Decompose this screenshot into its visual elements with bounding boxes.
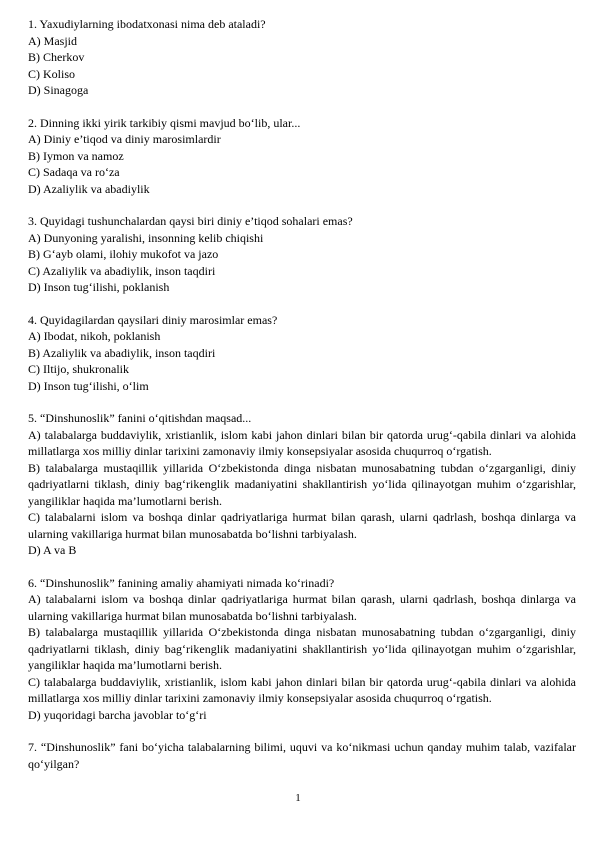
question-7 [28,739,576,772]
option-b: B) talabalarga mustaqillik yillarida O‘zbekistonda dinga nisbatan munosabatning tubdan o‘zgarganligi, diniy qadriyatlarni tiklash, diniy bag‘rikenglik madaniyatini shakllantirish yo‘lida qilinayotgan muhim o‘zgarishlar, yangiliklar haqida ma’lumotlarni berish. [28,460,576,508]
option-d: D) Inson tug‘ilishi, poklanish [28,280,170,294]
option-c: C) Koliso [28,66,76,81]
option-a: A) Diniy e’tiqod va diniy marosimlardir [28,132,221,146]
option-a: A) talabalarni islom va boshqa dinlar qadriyatlariga hurmat bilan qarash, ularni qadrlash, boshqa dinlarga va ularning vakillariga hurmat bilan munosabatda bo‘lishni tarbiyalash. [28,592,576,623]
question-6 [28,575,576,724]
option-b: B) Cherkov [28,50,85,64]
question-5 [28,410,576,559]
question-text: 7. “Dinshunoslik” fani bo‘yicha talabalarning bilimi, uquvi va ko‘nikmasi uchun qanday muhim talab, vazifalar qo‘yilgan? [28,740,576,771]
option-b: B) Azaliylik va abadiylik, inson taqdiri [28,345,216,360]
question-4 [28,312,576,395]
question-text: 4. Quyidagilardan qaysilari diniy marosimlar emas? [28,312,278,327]
option-a: A) Dunyoning yaralishi, insonning kelib chiqishi [28,230,264,245]
option-d: D) A va B [28,543,77,557]
option-b: B) talabalarga mustaqillik yillarida O‘zbekistonda dinga nisbatan munosabatning tubdan o‘zgarganligi, diniy qadriyatlarni tiklash, diniy bag‘rikenglik madaniyatini shakllantirish yo‘lida qilinayotgan muhim o‘zgarishlar, yangiliklar haqida ma’lumotlarni berish. [28,625,576,672]
option-a: A) talabalarga buddaviylik, xristianlik, islom kabi jahon dinlari bilan bir qatorda urug‘-qabila dinlari va alohida millatlarga xos milliy dinlar tarixini zamonaviy ilmiy konsepsiyalar asosida chuqurroq o‘rgatish. [28,427,576,458]
option-b: B) Iymon va namoz [28,148,124,163]
question-2 [28,115,576,198]
option-a: A) Ibodat, nikoh, poklanish [28,329,161,343]
option-c: C) talabalarni islom va boshqa dinlar qadriyatlariga hurmat bilan qarash, ularni qadrlash, boshqa dinlarga va ularning vakillariga hurmat bilan munosabatda bo‘lishni tarbiyalash. [28,510,576,541]
option-d: D) Azaliylik va abadiylik [28,181,150,196]
option-d: D) Sinagoga [28,83,89,97]
option-a: A) Masjid [28,33,77,48]
option-c: C) Sadaqa va ro‘za [28,165,120,179]
option-d: D) yuqoridagi barcha javoblar to‘g‘ri [28,707,207,722]
question-1 [28,16,576,99]
option-c: C) Azaliylik va abadiylik, inson taqdiri [28,263,216,278]
option-b: B) G‘ayb olami, ilohiy mukofot va jazo [28,247,219,261]
option-c: C) Iltijo, shukronalik [28,362,129,376]
question-text: 1. Yaxudiylarning ibodatxonasi nima deb ataladi? [28,17,266,31]
option-d: D) Inson tug‘ilishi, o‘lim [28,378,149,393]
question-text: 2. Dinning ikki yirik tarkibiy qismi mavjud bo‘lib, ular... [28,115,301,130]
question-3 [28,213,576,296]
question-text: 3. Quyidagi tushunchalardan qaysi biri diniy e’tiqod sohalari emas? [28,214,353,228]
document-page [28,16,576,788]
question-text: 6. “Dinshunoslik” fanining amaliy ahamiyati nimada ko‘rinadi? [28,575,335,590]
option-c: C) talabalarga buddaviylik, xristianlik, islom kabi jahon dinlari bilan bir qatorda urug‘-qabila dinlari va alohida millatlarga xos milliy dinlar tarixini zamonaviy ilmiy konsepsiyalar asosida chuqurroq o‘rgatish. [28,674,576,705]
question-text: 5. “Dinshunoslik” fanini o‘qitishdan maqsad... [28,411,252,425]
page-number: 1 [295,792,301,804]
